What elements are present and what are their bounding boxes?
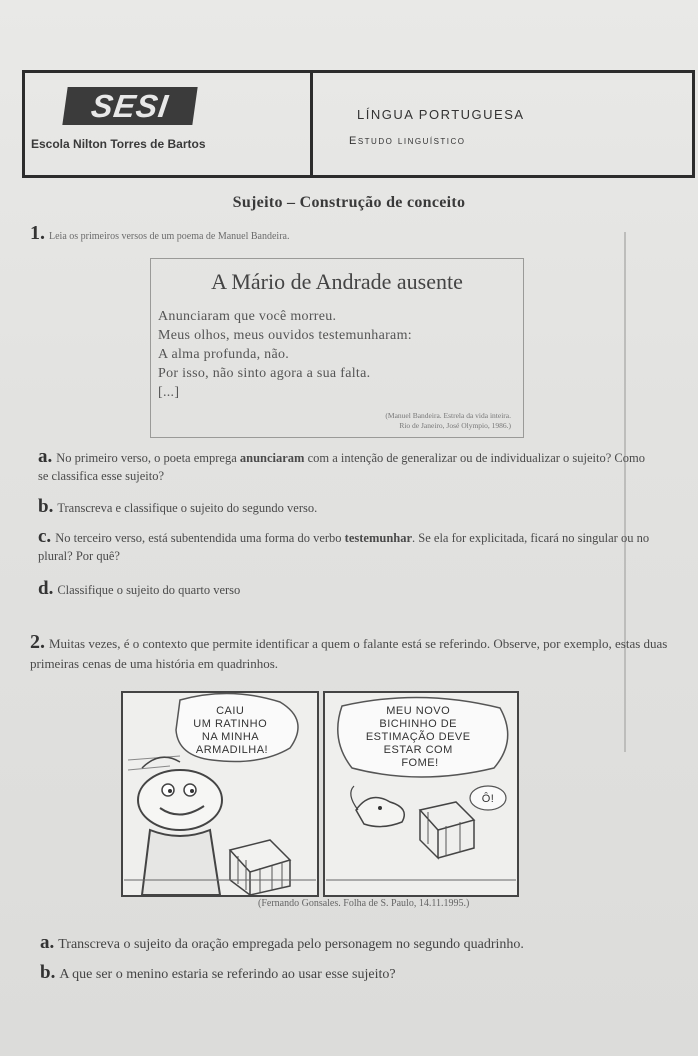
question-text: Leia os primeiros versos de um poema de Manuel Bandeira. (49, 231, 290, 242)
question-2-prompt (30, 632, 670, 674)
sesi-logo: SESI (62, 87, 197, 125)
item-letter: b. (40, 962, 56, 983)
bubble-line: CAIU (216, 705, 245, 717)
comic-caption: (Fernando Gonsales. Folha de S. Paulo, 14.11.1995.) (258, 898, 470, 909)
question-1a (38, 448, 658, 485)
bubble-line: NA MINHA (201, 731, 259, 743)
header-left-cell (25, 73, 313, 175)
question-2a (40, 932, 524, 954)
item-letter: c. (38, 526, 52, 547)
subtopic-title: Estudo linguístico (349, 135, 466, 147)
bubble-line: ESTIMAÇÃO DEVE (365, 731, 471, 743)
question-1c (38, 528, 658, 565)
item-bold-word: testemunhar (344, 531, 413, 545)
credit-line: Rio de Janeiro, José Olympio, 1986.) (399, 421, 511, 430)
poem-line: [...] (158, 385, 180, 400)
question-number: 2. (30, 631, 45, 653)
item-letter: b. (38, 496, 54, 517)
item-text: Transcreva e classifique o sujeito do segundo verso. (57, 501, 318, 515)
comic-strip (120, 690, 520, 900)
question-1b (38, 498, 658, 517)
item-letter: a. (38, 446, 53, 467)
school-name: Escola Nilton Torres de Bartos (31, 137, 206, 151)
item-text: Classifique o sujeito do quarto verso (57, 583, 241, 597)
poem-line: A alma profunda, não. (158, 347, 290, 362)
header-box (22, 70, 695, 178)
poem-line: Meus olhos, meus ouvidos testemunharam: (158, 328, 412, 343)
poem-lines (158, 307, 412, 402)
poem-title: A Mário de Andrade ausente (211, 269, 463, 294)
question-1d (38, 580, 658, 599)
item-text: No primeiro verso, o poeta emprega (56, 451, 240, 465)
bubble-line: FOME! (401, 757, 439, 769)
header-right-cell (313, 73, 692, 175)
item-letter: d. (38, 578, 54, 599)
poem-credit (385, 411, 511, 431)
subject-title: LÍNGUA PORTUGUESA (357, 107, 525, 122)
question-1-prompt (30, 222, 289, 245)
item-text: No terceiro verso, está subentendida uma forma do verbo (55, 531, 345, 545)
bubble-line: UM RATINHO (193, 718, 268, 730)
item-text: . Se ela for explicitada, ficará no singular ou no plural? Por quê? (38, 531, 650, 563)
item-bold-word: anunciaram (239, 451, 305, 465)
page-title: Sujeito – Construção de conceito (232, 194, 466, 211)
bubble-line: BICHINHO DE (379, 718, 458, 730)
item-text: A que ser o menino estaria se referindo ao usar esse sujeito? (59, 967, 396, 982)
exclaim-text: Ô! (481, 793, 495, 805)
item-text: Transcreva o sujeito da oração empregada pelo personagem no segundo quadrinho. (58, 937, 524, 952)
item-letter: a. (40, 932, 55, 953)
bubble-line: ARMADILHA! (195, 744, 269, 756)
credit-line: (Manuel Bandeira. Estrela da vida inteira. (385, 411, 511, 420)
bubble-line: MEU NOVO (386, 705, 451, 717)
bubble-line: ESTAR COM (383, 744, 453, 756)
question-text: Muitas vezes, é o contexto que permite identificar a quem o falante está se referindo. Observe, por exemplo, estas duas primeiras cenas de uma história em quadrinhos. (30, 636, 668, 671)
poem-box (150, 258, 524, 438)
question-2b (40, 962, 396, 984)
poem-line: Por isso, não sinto agora a sua falta. (158, 366, 371, 381)
poem-line: Anunciaram que você morreu. (158, 309, 337, 324)
question-number: 1. (30, 222, 45, 244)
item-text: com a intenção de generalizar ou de individualizar o sujeito? Como se classifica esse sujeito? (38, 451, 645, 483)
margin-line (624, 232, 626, 752)
